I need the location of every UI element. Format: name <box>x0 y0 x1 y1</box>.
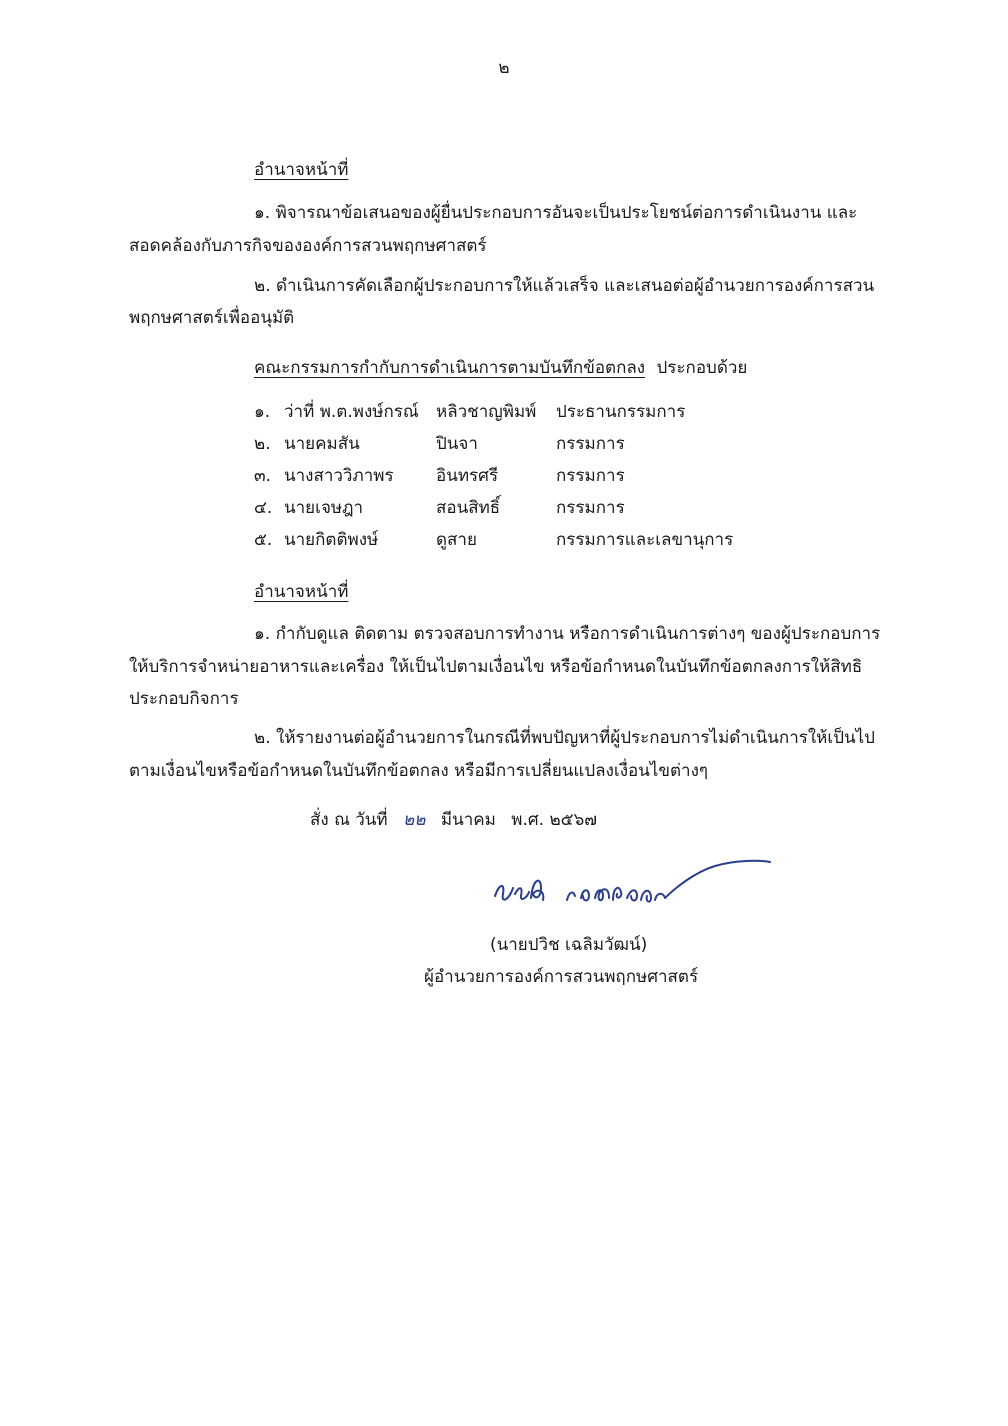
member-role: กรรมการ <box>556 434 625 454</box>
committee-heading-suffix: ประกอบด้วย <box>656 358 748 378</box>
committee-duty-2-line2: ตามเงื่อนไขหรือข้อกำหนดในบันทึกข้อตกลง หรือมีการเปลี่ยนแปลงเงื่อนไขต่างๆ <box>129 761 709 781</box>
member-role: กรรมการ <box>556 498 625 518</box>
member-first-name: นางสาววิภาพร <box>284 466 394 486</box>
order-date-month: มีนาคม <box>440 810 496 830</box>
member-no: ๔. <box>254 498 273 518</box>
committee-duty-2-line1: ๒. ให้รายงานต่อผู้อำนวยการในกรณีที่พบปัญหาที่ผู้ประกอบการไม่ดำเนินการให้เป็นไป <box>254 728 875 748</box>
member-last-name: ปินจา <box>436 434 478 454</box>
order-date <box>310 810 597 830</box>
member-no: ๒. <box>254 434 271 454</box>
member-no: ๑. <box>254 402 271 422</box>
member-first-name: ว่าที่ พ.ต.พงษ์กรณ์ <box>284 402 419 422</box>
order-date-year: พ.ศ. ๒๕๖๗ <box>511 810 598 830</box>
member-first-name: นายกิตติพงษ์ <box>284 530 379 550</box>
signatory-name: (นายปวิช เฉลิมวัฒน์) <box>490 935 648 955</box>
handwritten-signature <box>485 848 785 918</box>
committee-duties-heading: อำนาจหน้าที่ <box>254 582 349 602</box>
duty-2-line1: ๒. ดำเนินการคัดเลือกผู้ประกอบการให้แล้วเสร็จ และเสนอต่อผู้อำนวยการองค์การสวน <box>254 276 875 296</box>
committee-heading-row <box>254 358 747 378</box>
page-number: ๒ <box>498 58 510 78</box>
committee-duty-1-line2: ให้บริการจำหน่ายอาหารและเครื่อง ให้เป็นไปตามเงื่อนไข หรือข้อกำหนดในบันทึกข้อตกลงการให้สิทธิ <box>129 657 863 677</box>
duty-2-line2: พฤกษศาสตร์เพื่ออนุมัติ <box>129 308 295 328</box>
committee-duty-1-line1: ๑. กำกับดูแล ติดตาม ตรวจสอบการทำงาน หรือการดำเนินการต่างๆ ของผู้ประกอบการ <box>254 624 881 644</box>
member-first-name: นายคมสัน <box>284 434 360 454</box>
signatory-title: ผู้อำนวยการองค์การสวนพฤกษศาสตร์ <box>424 967 699 987</box>
member-last-name: อินทรศรี <box>436 466 499 486</box>
order-date-day: ๒๒ <box>403 810 426 830</box>
member-first-name: นายเจษฎา <box>284 498 364 518</box>
committee-heading: คณะกรรมการกำกับการดำเนินการตามบันทึกข้อตกลง <box>254 358 646 378</box>
member-no: ๕. <box>254 530 273 550</box>
duty-1-line1: ๑. พิจารณาข้อเสนอของผู้ยื่นประกอบการอันจะเป็นประโยชน์ต่อการดำเนินงาน และ <box>254 203 858 223</box>
duty-1-line2: สอดคล้องกับภารกิจขององค์การสวนพฤกษศาสตร์ <box>129 236 487 256</box>
member-last-name: ดูสาย <box>436 530 477 550</box>
member-last-name: หลิวชาญพิมพ์ <box>436 402 537 422</box>
order-date-prefix: สั่ง ณ วันที่ <box>310 810 388 830</box>
member-last-name: สอนสิทธิ์ <box>436 498 501 518</box>
member-role: ประธานกรรมการ <box>556 402 686 422</box>
member-no: ๓. <box>254 466 272 486</box>
duties-heading: อำนาจหน้าที่ <box>254 160 349 180</box>
member-role: กรรมการและเลขานุการ <box>556 530 734 550</box>
committee-duty-1-line3: ประกอบกิจการ <box>129 689 239 709</box>
member-role: กรรมการ <box>556 466 625 486</box>
